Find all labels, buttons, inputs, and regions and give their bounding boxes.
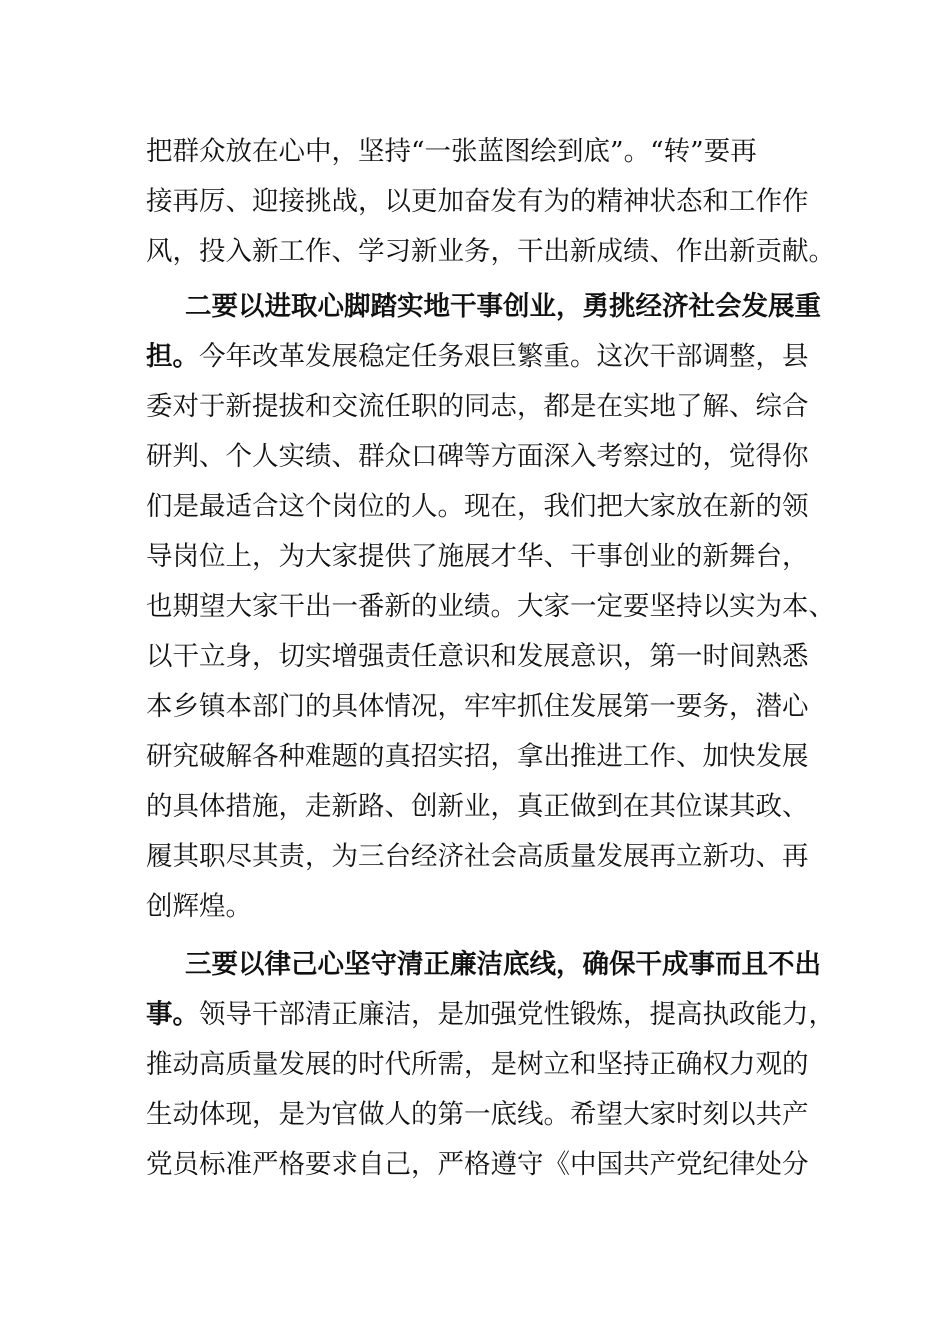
paragraph-line: 把群众放在心中，坚持“一张蓝图绘到底”。“转”要再 [146,136,757,167]
paragraph-text: 领导干部清正廉洁，是加强党性锻炼，提高执政能力， [199,999,835,1030]
paragraph-line: 风，投入新工作、学习新业务，干出新成绩、作出新贡献。 [146,236,835,267]
section-heading: 二要以进取心脚踏实地干事创业，勇挑经济社会发展重 [185,291,821,322]
paragraph-line: 导岗位上，为大家提供了施展才华、干事创业的新舞台， [146,541,809,572]
paragraph-line: 接再厉、迎接挑战，以更加奋发有为的精神状态和工作作 [146,186,809,217]
section-heading: 三要以律己心坚守清正廉洁底线，确保干成事而且不出 [185,949,821,980]
paragraph-line: 以干立身，切实增强责任意识和发展意识，第一时间熟悉 [146,641,809,672]
section-heading-end: 事。 [146,999,199,1030]
paragraph-line: 研究破解各种难题的真招实招，拿出推进工作、加快发展 [146,741,809,772]
paragraph-line: 履其职尽其责，为三台经济社会高质量发展再立新功、再 [146,841,809,872]
paragraph-line: 本乡镇本部门的具体情况，牢牢抓住发展第一要务，潜心 [146,691,809,722]
paragraph-line: 生动体现，是为官做人的第一底线。希望大家时刻以共产 [146,1099,809,1130]
paragraph-line: 推动高质量发展的时代所需，是树立和坚持正确权力观的 [146,1049,809,1080]
section-heading-end: 担。 [146,341,199,372]
paragraph-line: 党员标准严格要求自己，严格遵守《中国共产党纪律处分 [146,1149,809,1180]
paragraph-text: 今年改革发展稳定任务艰巨繁重。这次干部调整，县 [199,341,809,372]
paragraph-line [146,995,835,1035]
paragraph-line: 委对于新提拔和交流任职的同志，都是在实地了解、综合 [146,391,809,422]
paragraph-line: 创辉煌。 [146,891,252,922]
paragraph-line: 也期望大家干出一番新的业绩。大家一定要坚持以实为本、 [146,591,835,622]
paragraph-line: 们是最适合这个岗位的人。现在，我们把大家放在新的领 [146,491,809,522]
paragraph-line [146,337,809,377]
paragraph-line: 的具体措施，走新路、创新业，真正做到在其位谋其政、 [146,791,809,822]
paragraph-line: 研判、个人实绩、群众口碑等方面深入考察过的，觉得你 [146,441,809,472]
